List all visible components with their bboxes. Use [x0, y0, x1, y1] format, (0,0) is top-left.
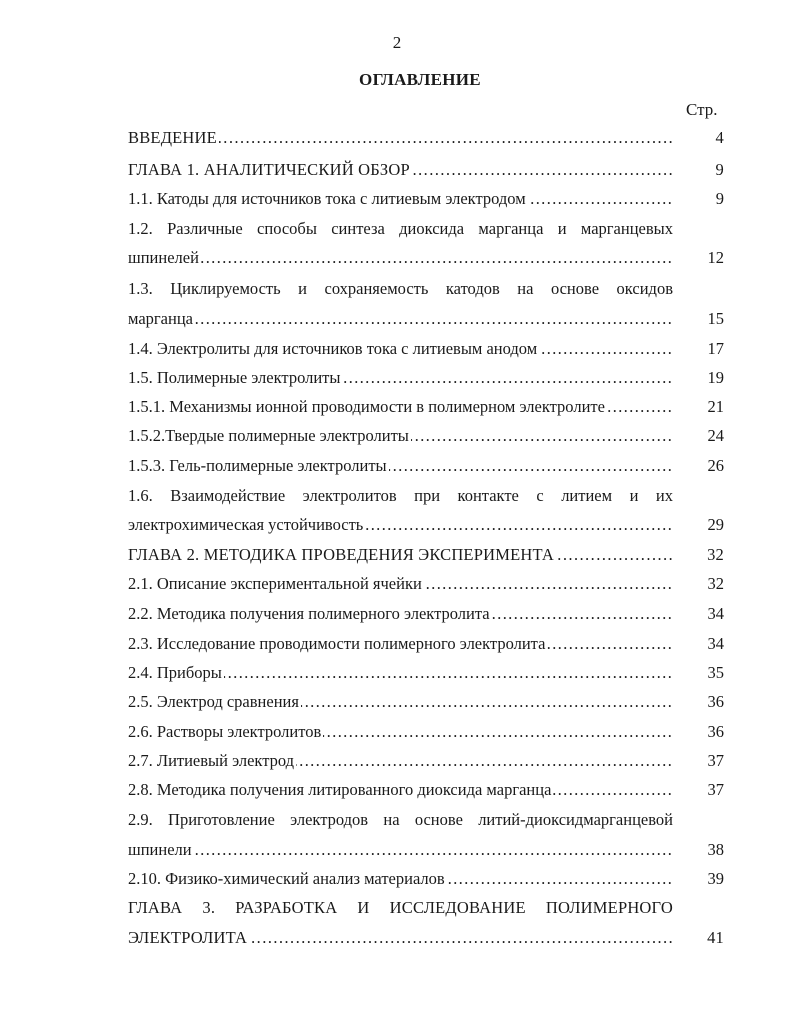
- toc-entry-text: ЭЛЕКТРОЛИТА: [128, 928, 248, 947]
- toc-entry-1-5-3[interactable]: [128, 456, 724, 476]
- toc-entry-1-5-1[interactable]: [128, 397, 724, 417]
- toc-entry-text: 2.5. Электрод сравнения: [128, 692, 299, 711]
- toc-entry-page: 41: [707, 928, 724, 947]
- toc-entry-text: шпинелей: [128, 248, 199, 267]
- toc-entry-2-7[interactable]: [128, 751, 724, 771]
- toc-entry-chapter-3[interactable]: [128, 928, 724, 948]
- toc-entry-2-9[interactable]: [128, 840, 724, 860]
- toc-entry-text: 1.5.1. Механизмы ионной проводимости в полимерном электролите: [128, 397, 605, 416]
- toc-entry-page: 21: [707, 397, 724, 416]
- toc-entry-chapter-3-line1: ГЛАВА 3. РАЗРАБОТКА И ИССЛЕДОВАНИЕ ПОЛИМЕРНОГО: [128, 898, 673, 917]
- toc-entry-page: 35: [707, 663, 724, 682]
- toc-entry-1-2-line1: 1.2. Различные способы синтеза диоксида марганца и марганцевых: [128, 219, 673, 238]
- toc-entry-text: шпинели: [128, 840, 192, 859]
- toc-entry-chapter-1[interactable]: [128, 160, 724, 180]
- toc-entry-page: 4: [715, 128, 724, 147]
- toc-entry-text: 1.5. Полимерные электролиты: [128, 368, 341, 387]
- toc-entry-2-5[interactable]: [128, 692, 724, 712]
- toc-entry-page: 37: [707, 751, 724, 770]
- toc-entry-text: ГЛАВА 1. АНАЛИТИЧЕСКИЙ ОБЗОР: [128, 160, 410, 179]
- page-number: 2: [392, 33, 402, 52]
- toc-entry-text: 2.4. Приборы: [128, 663, 222, 682]
- toc-title: ОГЛАВЛЕНИЕ: [359, 70, 481, 89]
- toc-entry-2-8[interactable]: [128, 780, 724, 800]
- toc-entry-text: 2.6. Растворы электролитов: [128, 722, 322, 741]
- toc-entry-1-2[interactable]: [128, 248, 724, 268]
- toc-entry-page: 32: [707, 545, 724, 564]
- toc-entry-chapter-2[interactable]: [128, 545, 724, 565]
- toc-entry-page: 36: [707, 692, 724, 711]
- toc-entry-page: 36: [707, 722, 724, 741]
- toc-entry-introduction[interactable]: [128, 128, 724, 148]
- toc-entry-1-5[interactable]: [128, 368, 724, 388]
- toc-entry-1-6-line1: 1.6. Взаимодействие электролитов при контакте с литием и их: [128, 486, 673, 505]
- toc-entry-text: 2.7. Литиевый электрод: [128, 751, 295, 770]
- toc-entry-text: ВВЕДЕНИЕ: [128, 128, 217, 147]
- toc-entry-page: 15: [707, 309, 724, 328]
- toc-entry-2-3[interactable]: [128, 634, 724, 654]
- toc-entry-text: ГЛАВА 2. МЕТОДИКА ПРОВЕДЕНИЯ ЭКСПЕРИМЕНТА: [128, 545, 555, 564]
- toc-entry-2-1[interactable]: [128, 574, 724, 594]
- toc-entry-text: 2.3. Исследование проводимости полимерного электролита: [128, 634, 546, 653]
- toc-entry-1-4[interactable]: [128, 339, 724, 359]
- toc-entry-page: 34: [707, 604, 724, 623]
- toc-entry-1-3-line1: 1.3. Циклируемость и сохраняемость катодов на основе оксидов: [128, 279, 673, 298]
- toc-entry-2-6[interactable]: [128, 722, 724, 742]
- toc-entry-text: марганца: [128, 309, 193, 328]
- toc-entry-text: электрохимическая устойчивость: [128, 515, 364, 534]
- toc-entry-page: 12: [707, 248, 724, 267]
- toc-entry-page: 24: [707, 426, 724, 445]
- toc-entry-page: 39: [707, 869, 724, 888]
- toc-entry-2-2[interactable]: [128, 604, 724, 624]
- toc-entry-page: 37: [707, 780, 724, 799]
- toc-entry-text: 1.1. Катоды для источников тока с литиевым электродом: [128, 189, 526, 208]
- toc-entry-text: 1.4. Электролиты для источников тока с литиевым анодом: [128, 339, 538, 358]
- toc-entry-2-10[interactable]: [128, 869, 724, 889]
- toc-entry-page: 29: [707, 515, 724, 534]
- toc-entry-page: 9: [715, 189, 724, 208]
- toc-entry-1-1[interactable]: [128, 189, 724, 209]
- toc-entry-2-9-line1: 2.9. Приготовление электродов на основе литий-диоксидмарганцевой: [128, 810, 673, 829]
- toc-entry-text: 2.2. Методика получения полимерного электролита: [128, 604, 490, 623]
- toc-entry-page: 32: [707, 574, 724, 593]
- toc-entry-page: 17: [707, 339, 724, 358]
- toc-entry-1-3[interactable]: [128, 309, 724, 329]
- toc-entry-text: 2.10. Физико-химический анализ материалов: [128, 869, 445, 888]
- page-column-label: Стр.: [686, 100, 718, 119]
- toc-entry-page: 26: [707, 456, 724, 475]
- toc-entry-2-4[interactable]: [128, 663, 724, 683]
- toc-entry-text: 2.8. Методика получения литированного диоксида марганца: [128, 780, 552, 799]
- toc-entry-page: 38: [707, 840, 724, 859]
- toc-entry-text: 1.5.2.Твердые полимерные электролиты: [128, 426, 409, 445]
- toc-entry-page: 19: [707, 368, 724, 387]
- toc-entry-page: 9: [715, 160, 724, 179]
- toc-entry-text: 2.1. Описание экспериментальной ячейки: [128, 574, 422, 593]
- toc-entry-text: 1.5.3. Гель-полимерные электролиты: [128, 456, 387, 475]
- toc-entry-1-5-2[interactable]: [128, 426, 724, 446]
- toc-entry-page: 34: [707, 634, 724, 653]
- toc-entry-1-6[interactable]: [128, 515, 724, 535]
